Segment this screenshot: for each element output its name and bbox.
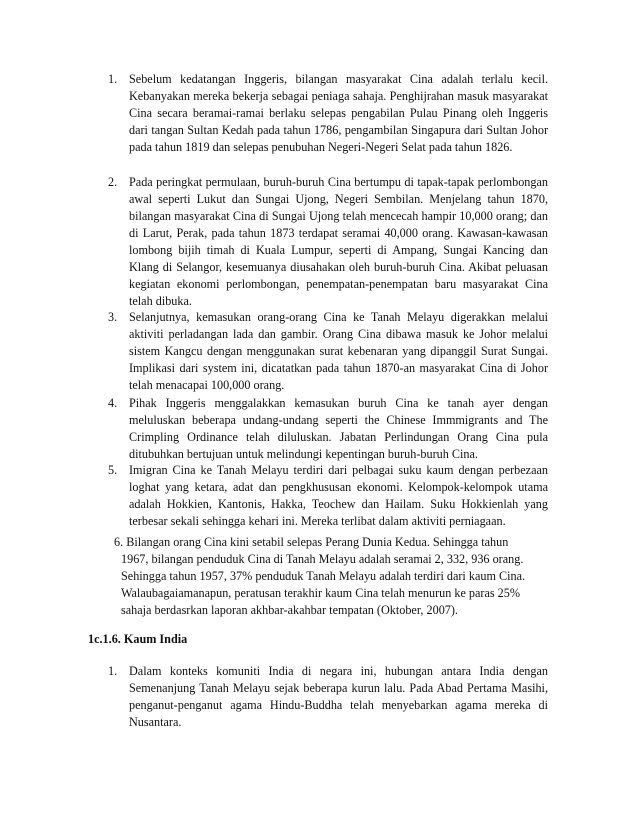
list-item-text: Pihak Inggeris menggalakkan kemasukan buruh Cina ke tanah ayer dengan meluluskan beberapa undang-undang seperti the Chinese Immmigrants and The Crimpling Ordinance telah diluluskan. Jabatan Perlindungan Orang Cina pula ditubuhkan bertujuan untuk melindungi kepentingan buruh-buruh Cina. [129,396,548,461]
list-item-text: Selanjutnya, kemasukan orang-orang Cina ke Tanah Melayu digerakkan melalui aktiviti perladangan lada dan gambir. Orang Cina dibawa masuk ke Johor melalui sistem Kangcu dengan menggunakan surat kebenaran yang dipanggil Surat Sungai. Implikasi dari system ini, dicatatkan pada tahun 1870-an masyarakat Cina di Johor telah menacapai 100,000 orang. [129,310,548,392]
list-item-number: 3. [108,310,118,324]
list-item-text: Dalam konteks komuniti India di negara ini, hubungan antara India dengan Semenanjung Tanah Melayu sejak beberapa kurun lalu. Pada Abad Pertama Masihi, penganut-penganut agama Hindu-Buddha telah menyebarkan agama mereka di Nusantara. [129,664,548,729]
list-item-number: 1. [108,664,118,678]
list-item-line: 1967, bilangan penduduk Cina di Tanah Melayu adalah seramai 2, 332, 936 orang. [121,552,524,566]
list-item-text: Sebelum kedatangan Inggeris, bilangan masyarakat Cina adalah terlalu kecil. Kebanyakan mereka bekerja sebagai peniaga sahaja. Penghijrahan masuk masyarakat Cina secara beramai-ramai berlaku selepas pengabilan Pulau Pinang oleh Inggeris dari tangan Sultan Kedah pada tahun 1786, pengambilan Singapura dari Sultan Johor pada tahun 1819 dan selepas penubuhan Negeri-Negeri Selat pada tahun 1826. [129,72,548,154]
list-item-text: Imigran Cina ke Tanah Melayu terdiri dari pelbagai suku kaum dengan perbezaan loghat yang ketara, adat dan pengkhususan ekonomi. Kelompok-kelompok utama adalah Hokkien, Kantonis, Hakka, Teochew dan Hailam. Suku Hokkienlah yang terbesar sekali sehingga kehari ini. Mereka terlibat dalam aktiviti perniagaan. [129,463,548,528]
list-item-line: Sehingga tahun 1957, 37% penduduk Tanah Melayu adalah terdiri dari kaum Cina. [121,569,526,583]
list-item [108,462,548,530]
list-item-number: 2. [108,175,118,189]
list-item-line: 6. Bilangan orang Cina kini setabil selepas Perang Dunia Kedua. Sehingga tahun [114,535,509,549]
list-item-text: Pada peringkat permulaan, buruh-buruh Cina bertumpu di tapak-tapak perlombongan awal seperti Lukut dan Sungai Ujong, Negeri Sembilan. Menjelang tahun 1870, bilangan masyarakat Cina di Sungai Ujong telah mencecah hampir 10,000 orang; dan di Larut, Perak, pada tahun 1873 terdapat seramai 40,000 orang. Kawasan-kawasan lombong bijih timah di Kuala Lumpur, seperti di Ampang, Sungai Kancing dan Klang di Selangor, kesemuanya diusahakan oleh buruh-buruh Cina. Akibat peluasan kegiatan ekonomi perlombongan, penempatan-penempatan baru masyarakat Cina telah dibuka. [129,175,548,308]
list-item [108,71,548,156]
list-item-number: 4. [108,396,118,410]
list-item [108,663,548,731]
section-heading: 1c.1.6. Kaum India [88,632,188,646]
list-item [108,174,548,310]
list-item-number: 1. [108,72,118,86]
list-item-6 [114,534,554,619]
list-item [108,395,548,463]
list-item-line: sahaja berdasrkan laporan akhbar-akahbar tempatan (Oktober, 2007). [121,603,458,617]
list-item-line: Walaubagaiamanapun, peratusan terakhir kaum Cina telah menurun ke paras 25% [121,586,521,600]
list-item-number: 5. [108,463,118,477]
list-item [108,309,548,394]
